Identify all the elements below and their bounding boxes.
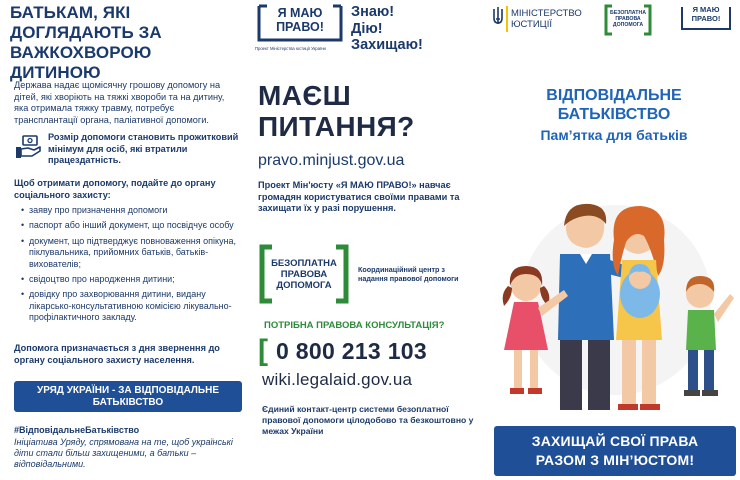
flag-bar [506,6,508,32]
pravo-small-line: Я МАЮ [692,5,720,14]
leaflet-title-line: ВІДПОВІДАЛЬНЕ [546,87,682,104]
trident-icon [492,6,504,26]
legal-aid-logo-line: ПРАВОВА [280,269,328,280]
legal-aid-block [258,244,468,304]
pravo-logo-subtitle: Проект Міністерства юстиції України [255,46,326,51]
partner-logos [488,0,740,38]
subsistence-note [14,132,240,167]
left-intro-text: Держава надає щомісячну грошову допомогу на дітей, які хворіють на тяжкі хвороби та на дитину, яка отримала тяжку травму, потребує трансплантації органа, паліативної допомоги. [14,80,225,125]
government-banner: УРЯД УКРАЇНИ - ЗА ВІДПОВІДАЛЬНЕ БАТЬКІВСТВО [14,381,242,412]
question-line: ПИТАННЯ? [258,111,415,142]
subsistence-text: Розмір допомоги становить прожитковий мінімум для осіб, які втратили працездатність. [48,132,239,166]
pravo-url-link[interactable]: pravo.minjust.gov.ua [258,152,405,169]
hotline [258,336,427,366]
slogan-line: Дію! [351,20,383,37]
leaflet-title-line: БАТЬКІВСТВО [557,106,671,123]
legal-aid-small-text [604,10,652,29]
bracket-icon: [ [258,334,268,367]
hotline-number[interactable]: 0 800 213 103 [276,337,427,364]
pravo-small-text [680,6,732,23]
project-description: Проект Мін'юсту «Я МАЮ ПРАВО!» навчає громадян користуватися своїми правами та захищати їх у разі порушення. [258,180,460,214]
cta-line: РАЗОМ З МІН’ЮСТОМ! [535,452,695,468]
documents-heading: Щоб отримати допомогу, подайте до органу соціального захисту: [14,178,216,200]
contact-center-text: Єдиний контакт-центр системи безоплатної правової допомоги цілодобово та безкоштовно у межах України [262,404,474,436]
leaflet-title [488,86,740,124]
legal-aid-logo-line: БЕЗОПЛАТНА [271,258,337,269]
money-hand-icon [14,134,42,160]
list-item: • довідку про захворювання дитини, видану лікарсько-консультативною комісією лікувально-профілактичного закладу. [22,289,242,323]
slogan-line: Знаю! [351,4,395,20]
legal-aid-small-line: ДОПОМОГА [612,22,644,29]
ministry-line: ЮСТИЦІЇ [511,19,552,30]
documents-list [22,205,242,328]
pravo-logo-block [255,0,423,54]
list-item: • паспорт або інший документ, що посвідчує особу [22,220,242,231]
left-title: БАТЬКАМ, ЯКІ ДОГЛЯДАЮТЬ ЗА ВАЖКОХВОРОЮ ДИТИНОЮ [10,3,162,82]
pravo-logo-line1: Я МАЮ [277,6,323,20]
pravo-logo-text [255,6,345,34]
list-item: • документ, що підтверджує повноваження опікуна, піклувальника, прийомних батьків, батьків-вихователів; [22,236,242,270]
legal-aid-logo-text [258,258,350,291]
legal-aid-small-line: ПРАВОВА [615,16,641,23]
consultation-heading: ПОТРІБНА ПРАВОВА КОНСУЛЬТАЦІЯ? [264,320,445,331]
family-illustration [494,190,738,420]
boy-figure [684,276,734,396]
legal-aid-logo [258,244,350,304]
pravo-small-line: ПРАВО! [691,13,721,23]
wiki-url-link[interactable]: wiki.legalaid.gov.ua [262,370,413,389]
pravo-logo [255,0,345,51]
cta-banner [494,426,736,476]
slogan-line: Захищаю! [351,37,423,53]
question-line: МАЄШ [258,80,352,111]
leaflet-subtitle: Пам’ятка для батьків [540,127,688,143]
legal-aid-small-line: БЕЗОПЛАТНА [610,10,646,16]
list-item: • заяву про призначення допомоги [22,205,242,216]
ministry-name [511,8,582,30]
ministry-line: МІНІСТЕРСТВО [511,8,582,19]
hashtag: #ВідповідальнеБатьківство [14,425,140,435]
list-item: • свідоцтво про народження дитини; [22,274,242,285]
question-heading [258,80,415,142]
legal-aid-center-text: Координаційний центр з надання правової допомоги [358,265,459,283]
pravo-logo-line2: ПРАВО! [276,20,324,34]
final-note: Допомога призначається з дня звернення до органу соціального захисту населення. [14,343,220,365]
legal-aid-logo-line: ДОПОМОГА [276,280,332,291]
initiative-tagline: Ініціатива Уряду, спрямована на те, щоб українські діти стали більш захищеними, а батьки – відповідальними. [14,437,233,469]
cta-line: ЗАХИЩАЙ СВОЇ ПРАВА [531,433,699,449]
